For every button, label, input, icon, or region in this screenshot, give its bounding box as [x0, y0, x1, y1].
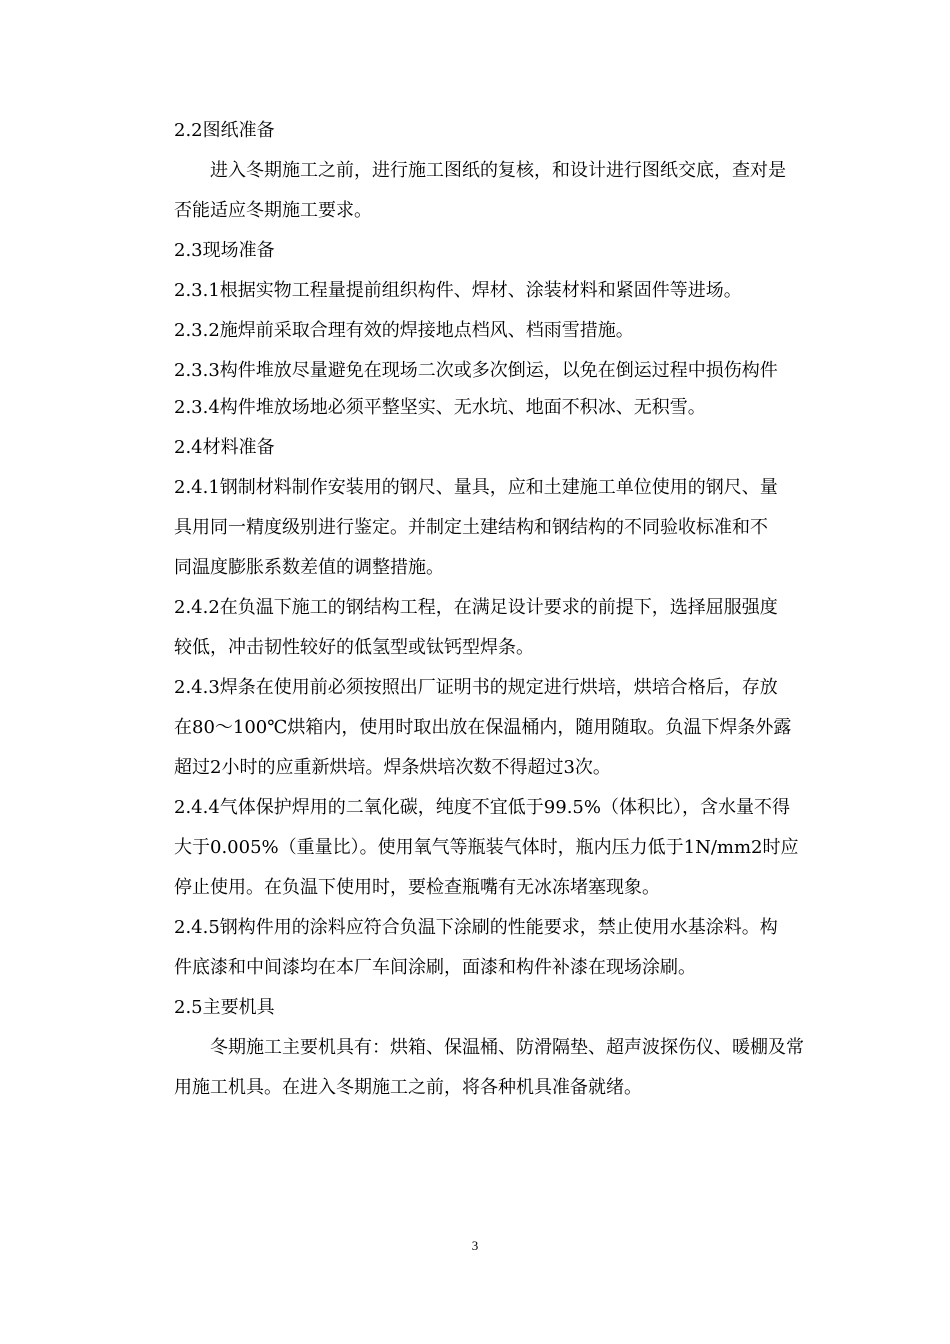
paragraph-line: 停止使用。在负温下使用时，要检查瓶嘴有无冰冻堵塞现象。: [174, 877, 660, 898]
paragraph-line: 2.4.5钢构件用的涂料应符合负温下涂刷的性能要求，禁止使用水基涂料。构: [174, 917, 778, 938]
paragraph-line: 超过2小时的应重新烘培。焊条烘培次数不得超过3次。: [174, 757, 611, 778]
paragraph-line: 2.4.3焊条在使用前必须按照出厂证明书的规定进行烘培，烘培合格后，存放: [174, 677, 778, 698]
document-body: [174, 112, 824, 1106]
paragraph-line: 2.3.3构件堆放尽量避免在现场二次或多次倒运，以免在倒运过程中损伤构件: [174, 360, 778, 381]
section-heading: 2.5主要机具: [174, 997, 275, 1018]
paragraph-line: 2.3.4构件堆放场地必须平整坚实、无水坑、地面不积冰、无积雪。: [174, 397, 706, 418]
paragraph-line: 用施工机具。在进入冬期施工之前，将各种机具准备就绪。: [174, 1077, 642, 1098]
paragraph-line: 2.3.2施焊前采取合理有效的焊接地点档风、档雨雪措施。: [174, 320, 634, 341]
paragraph-line: 较低，冲击韧性较好的低氢型或钛钙型焊条。: [174, 637, 534, 658]
paragraph-line: 同温度膨胀系数差值的调整措施。: [174, 557, 444, 578]
paragraph-line: 冬期施工主要机具有：烘箱、保温桶、防滑隔垫、超声波探伤仪、暖棚及常: [210, 1037, 804, 1058]
paragraph-line: 否能适应冬期施工要求。: [174, 200, 372, 221]
paragraph-line: 大于0.005%（重量比）。使用氧气等瓶装气体时，瓶内压力低于1N/mm2时应: [174, 837, 799, 858]
section-heading: 2.2图纸准备: [174, 120, 275, 141]
paragraph-line: 2.4.4气体保护焊用的二氧化碳，纯度不宜低于99.5%（体积比），含水量不得: [174, 797, 790, 818]
paragraph-line: 2.4.1钢制材料制作安装用的钢尺、量具，应和土建施工单位使用的钢尺、量: [174, 477, 778, 498]
paragraph-line: 件底漆和中间漆均在本厂车间涂刷，面漆和构件补漆在现场涂刷。: [174, 957, 696, 978]
section-heading: 2.4材料准备: [174, 437, 275, 458]
paragraph-line: 具用同一精度级别进行鉴定。并制定土建结构和钢结构的不同验收标准和不: [174, 517, 768, 538]
paragraph-line: 在80～100℃烘箱内，使用时取出放在保温桶内，随用随取。负温下焊条外露: [174, 717, 792, 738]
paragraph-line: 2.4.2在负温下施工的钢结构工程，在满足设计要求的前提下，选择屈服强度: [174, 597, 778, 618]
paragraph-line: 进入冬期施工之前，进行施工图纸的复核，和设计进行图纸交底，查对是: [210, 160, 786, 181]
section-heading: 2.3现场准备: [174, 240, 275, 261]
page-number: 3: [471, 1238, 479, 1253]
paragraph-line: 2.3.1根据实物工程量提前组织构件、焊材、涂装材料和紧固件等进场。: [174, 280, 742, 301]
